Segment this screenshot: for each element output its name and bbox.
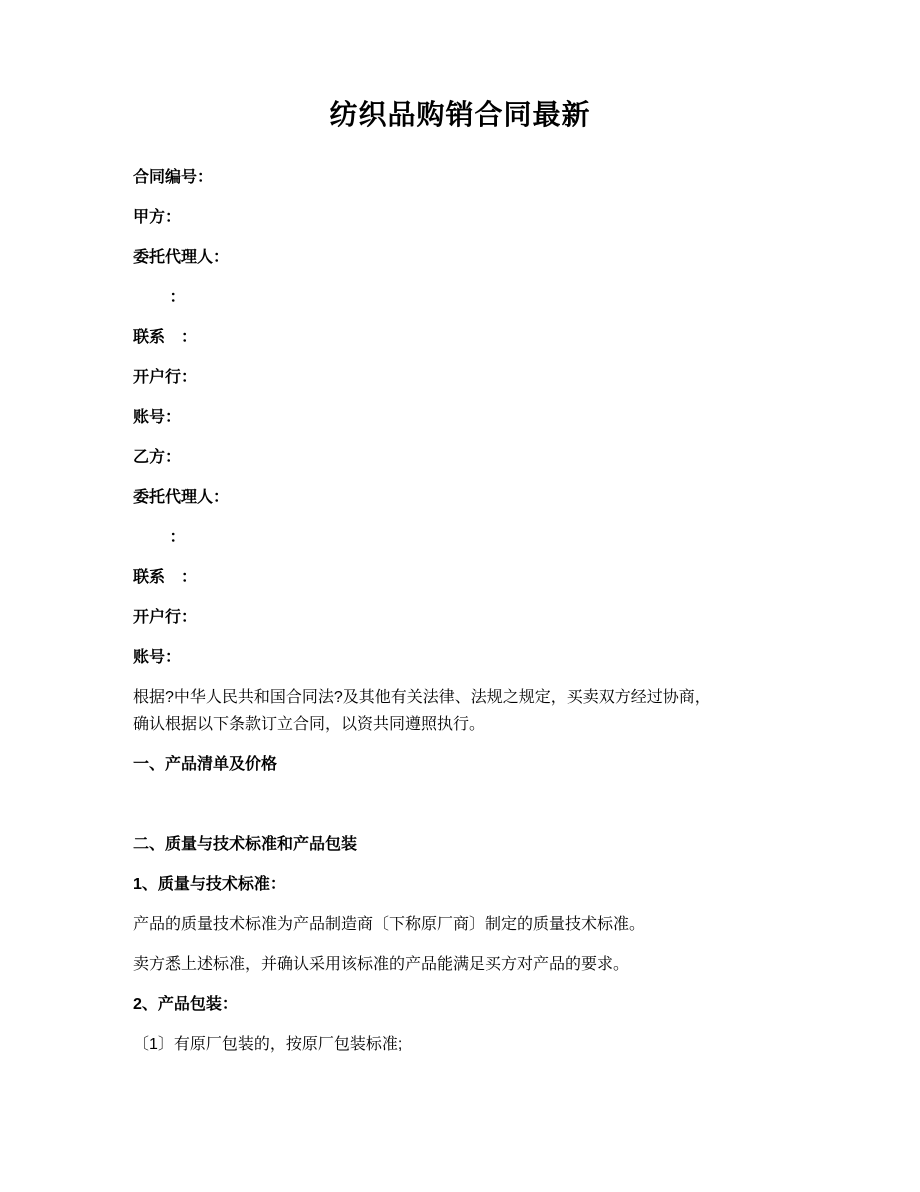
paragraph: 产品的质量技术标准为产品制造商〔下称原厂商〕制定的质量技术标准。 bbox=[133, 916, 646, 933]
paragraph: 根据?中华人民共和国合同法?及其他有关法律、法规之规定，买卖双方经过协商，确认根据以下条款订立合同，以资共同遵照执行。 bbox=[133, 689, 711, 733]
section-heading: 1、质量与技术标准： bbox=[133, 876, 286, 893]
form-label-line: 联系 ： bbox=[133, 329, 198, 346]
form-label-line: ： bbox=[133, 289, 186, 306]
blank-line bbox=[133, 791, 718, 818]
paragraph: 〔1〕有原厂包装的，按原厂包装标准; bbox=[133, 1036, 403, 1053]
form-label-line: ： bbox=[133, 529, 186, 546]
form-label-line: 委托代理人： bbox=[133, 249, 230, 266]
form-label-line: 合同编号： bbox=[133, 169, 214, 186]
section-heading: 一、产品清单及价格 bbox=[133, 756, 278, 773]
form-label-line: 乙方： bbox=[133, 449, 182, 466]
form-label-line: 账号： bbox=[133, 409, 182, 426]
form-label-line: 账号： bbox=[133, 649, 182, 666]
section-heading: 2、产品包装： bbox=[133, 996, 238, 1013]
paragraph: 卖方悉上述标准，并确认采用该标准的产品能满足买方对产品的要求。 bbox=[133, 956, 630, 973]
form-label-line: 委托代理人： bbox=[133, 489, 230, 506]
form-label-line: 甲方： bbox=[133, 209, 182, 226]
document-title: 纺织品购销合同最新 bbox=[329, 99, 591, 130]
section-heading: 二、质量与技术标准和产品包装 bbox=[133, 836, 358, 853]
form-label-line: 开户行： bbox=[133, 369, 198, 386]
form-label-line: 联系 ： bbox=[133, 569, 198, 586]
document-body bbox=[133, 164, 718, 1058]
form-label-line: 开户行： bbox=[133, 609, 198, 626]
